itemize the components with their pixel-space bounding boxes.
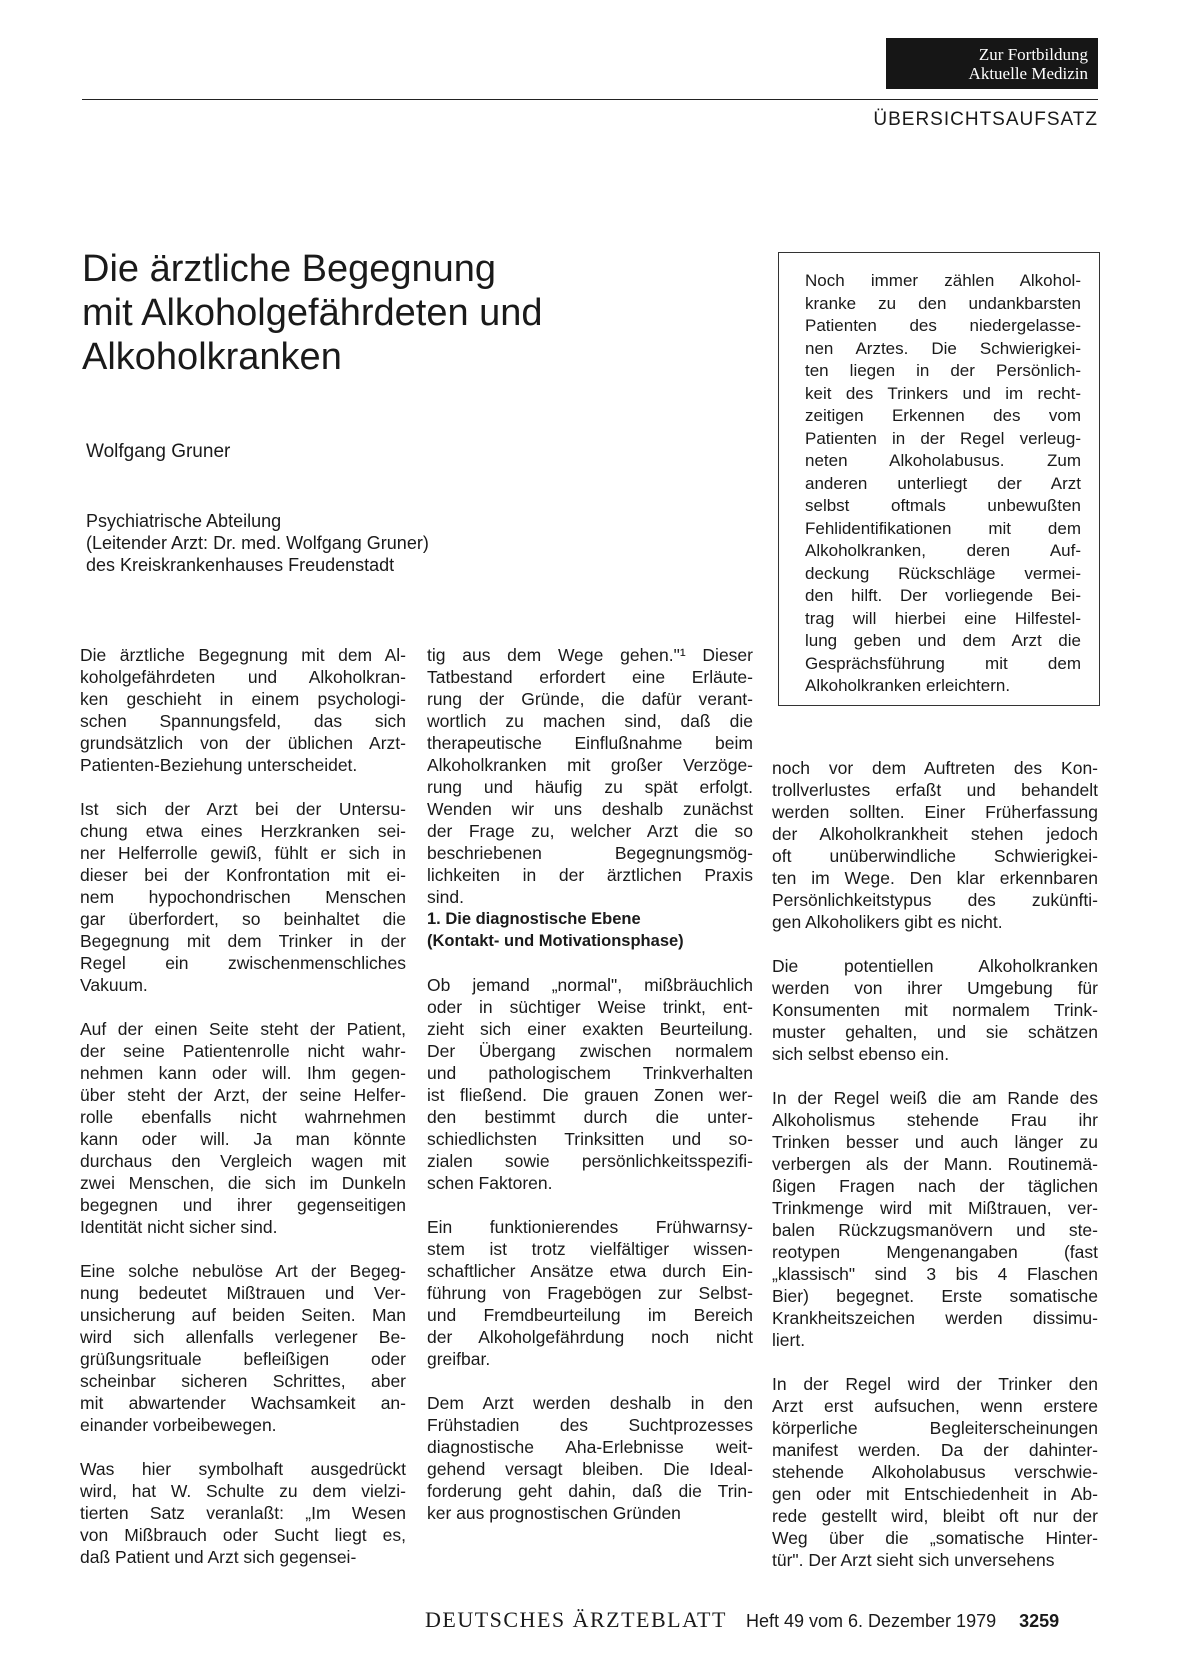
affiliation-line: Psychiatrische Abteilung [86, 511, 282, 531]
text-line: schiedlichsten Trinksitten und so- [427, 1129, 753, 1149]
text-column-3 [772, 757, 1098, 1571]
section-heading [427, 908, 753, 952]
text-line: schen Faktoren. [427, 1173, 553, 1193]
text-line: sich selbst ebenso ein. [772, 1044, 950, 1064]
heading-line: 1. Die diagnostische Ebene [427, 910, 641, 928]
paragraph [427, 644, 753, 908]
paragraph [80, 1260, 406, 1436]
text-line: und pathologischem Trinkverhalten [427, 1063, 753, 1083]
text-line: schaftlicher Ansätze etwa durch Ein- [427, 1261, 753, 1281]
text-line: Auf der einen Seite steht der Patient, [80, 1019, 406, 1039]
text-line: Trinken besser und auch länger zu [772, 1132, 1098, 1152]
text-line: manifest werden. Da der dahinter- [772, 1440, 1098, 1460]
abstract-line: kranke zu den undankbarsten [805, 293, 1081, 313]
text-line: Patienten-Beziehung unterscheidet. [80, 755, 358, 775]
abstract-line: lung geben und dem Arzt die [805, 631, 1081, 650]
text-line: In der Regel wird der Trinker den [772, 1374, 1098, 1394]
text-line: trollverlustes erfaßt und behandelt [772, 780, 1098, 800]
text-line: Identität nicht sicher sind. [80, 1217, 278, 1237]
text-line: chung etwa eines Herzkranken sei- [80, 821, 406, 841]
paragraph [772, 1373, 1098, 1571]
text-line: balen Rückzugsmanövern und ste- [772, 1220, 1098, 1240]
text-line: noch vor dem Auftreten des Kon- [772, 758, 1098, 778]
paragraph [772, 757, 1098, 933]
text-line: schen Spannungsfeld, das sich [80, 711, 406, 731]
text-line: tig aus dem Wege gehen."¹ Dieser [427, 645, 753, 665]
abstract-line: selbst oftmals unbewußten [805, 496, 1081, 515]
text-line: Begegnung mit dem Trinker in der [80, 931, 406, 951]
abstract-line: Noch immer zählen Alkohol- [805, 271, 1081, 290]
text-line: sind. [427, 887, 464, 907]
text-line: Alkoholismus stehende Frau ihr [772, 1110, 1098, 1130]
abstract-line: neten Alkoholabusus. Zum [805, 451, 1081, 470]
text-line: zwei Menschen, die sich im Dunkeln [80, 1173, 406, 1193]
text-line: ist fließend. Die grauen Zonen wer- [427, 1085, 753, 1105]
abstract-line: Patienten in der Regel verleug- [805, 428, 1081, 448]
badge-line-2: Aktuelle Medizin [968, 64, 1088, 83]
abstract-line: den hilft. Der vorliegende Bei- [805, 586, 1081, 605]
text-line: durchaus den Vergleich wagen mit [80, 1151, 406, 1171]
text-line: stem ist trotz vielfältiger wissen- [427, 1239, 753, 1259]
journal-name: DEUTSCHES ÄRZTEBLATT [425, 1607, 727, 1632]
text-line: werden von ihrer Umgebung für [772, 978, 1098, 998]
text-line: wird sich allenfalls verlegener Be- [80, 1327, 406, 1347]
text-line: tür". Der Arzt sieht sich unversehens [772, 1550, 1055, 1570]
text-line: wortlich zu machen sind, daß die [427, 711, 753, 731]
text-line: Persönlichkeitstypus des zukünfti- [772, 890, 1098, 910]
text-line: scheinbar sicheren Schrittes, aber [80, 1371, 406, 1391]
affiliation-line: des Kreiskrankenhauses Freudenstadt [86, 555, 395, 575]
text-line: rung und häufig zu spät erfolgt. [427, 777, 753, 797]
text-line: verbergen als der Mann. Routinemä- [772, 1154, 1098, 1174]
text-line: unsicherung auf beiden Seiten. Man [80, 1305, 406, 1325]
text-line: mit abwartender Wachsamkeit an- [80, 1393, 406, 1413]
text-line: greifbar. [427, 1349, 491, 1369]
text-line: gen Alkoholikers gibt es nicht. [772, 912, 1003, 932]
text-line: nem hypochondrischen Menschen [80, 887, 406, 907]
text-line: Konsumenten mit normalem Trink- [772, 1000, 1098, 1020]
text-line: beschriebenen Begegnungsmög- [427, 843, 753, 863]
text-line: ker aus prognostischen Gründen [427, 1503, 681, 1523]
text-line: Die potentiellen Alkoholkranken [772, 956, 1098, 976]
abstract-line: Gesprächsführung mit dem [805, 653, 1081, 673]
text-line: von Mißbrauch oder Sucht liegt es, [80, 1525, 406, 1545]
text-line: den bestimmt durch die unter- [427, 1107, 753, 1127]
text-line: der Frage zu, welcher Arzt die so [427, 821, 753, 841]
text-line: Die ärztliche Begegnung mit dem Al- [80, 645, 406, 665]
paragraph [80, 644, 406, 776]
text-line: lichkeiten in der ärztlichen Praxis [427, 865, 753, 885]
text-line: rede gestellt wird, bleibt oft nur der [772, 1506, 1098, 1526]
abstract-line: keit des Trinkers und im recht- [805, 383, 1081, 403]
section-label: ÜBERSICHTSAUFSATZ [873, 109, 1098, 130]
text-line: „klassisch" sind 3 bis 4 Flaschen [772, 1264, 1098, 1284]
page-footer [425, 1607, 1059, 1633]
text-line: reotypen Mengenangaben (fast [772, 1242, 1098, 1262]
text-line: oder in süchtiger Weise trinkt, ent- [427, 997, 753, 1017]
paragraph [80, 1458, 406, 1568]
badge-line-1: Zur Fortbildung [978, 45, 1088, 64]
text-line: rolle ebenfalls nicht wahrnehmen [80, 1107, 406, 1127]
text-line: dieser bei der Konfrontation mit ei- [80, 865, 406, 885]
text-line: oft unüberwindliche Schwierigkei- [772, 846, 1098, 866]
text-line: zialen sowie persönlichkeitsspezifi- [427, 1151, 753, 1171]
abstract-line: Alkoholkranken, deren Auf- [805, 541, 1081, 560]
text-line: der Alkoholgefährdung noch nicht [427, 1327, 753, 1347]
title-line: Die ärztliche Begegnung [82, 248, 497, 290]
text-line: ken geschieht in einem psychologi- [80, 689, 406, 709]
header-rule [82, 99, 1098, 100]
text-line: begegnen und ihrer gegenseitigen [80, 1195, 406, 1215]
text-line: Krankheitszeichen werden dissimu- [772, 1308, 1098, 1328]
text-line: gehend versagt bleiben. Die Ideal- [427, 1459, 753, 1479]
text-line: grüßungsrituale befleißigen oder [80, 1349, 406, 1369]
paragraph [80, 1018, 406, 1238]
affiliation [86, 510, 429, 576]
text-line: therapeutische Einflußnahme beim [427, 733, 753, 753]
text-line: der Alkoholkrankheit stehen jedoch [772, 824, 1098, 844]
title-line: mit Alkoholgefährdeten und [82, 292, 543, 334]
text-line: Ist sich der Arzt bei der Untersu- [80, 799, 406, 819]
text-line: grundsätzlich von der üblichen Arzt- [80, 733, 406, 753]
text-line: körperliche Begleiterscheinungen [772, 1418, 1098, 1438]
abstract-line: Fehlidentifikationen mit dem [805, 518, 1081, 538]
abstract-line: zeitigen Erkennen des vom [805, 406, 1081, 425]
text-line: rung der Gründe, die dafür verant- [427, 689, 753, 709]
text-line: nehmen kann oder will. Ihm gegen- [80, 1063, 406, 1083]
abstract-line: anderen unterliegt der Arzt [805, 473, 1081, 493]
text-line: zieht sich einer exakten Beurteilung. [427, 1019, 753, 1039]
affiliation-line: (Leitender Arzt: Dr. med. Wolfgang Gruner) [86, 533, 429, 553]
text-line: Eine solche nebulöse Art der Begeg- [80, 1261, 406, 1281]
text-line: Ein funktionierendes Frühwarnsy- [427, 1217, 753, 1237]
text-line: Alkoholkranken mit großer Verzöge- [427, 755, 753, 775]
paragraph [80, 798, 406, 996]
abstract-line: deckung Rückschläge vermei- [805, 563, 1081, 583]
paragraph [427, 1392, 753, 1524]
text-line: Was hier symbolhaft ausgedrückt [80, 1459, 406, 1479]
paragraph [427, 1216, 753, 1370]
text-line: Dem Arzt werden deshalb in den [427, 1393, 753, 1413]
text-line: stehende Alkoholabusus verschwie- [772, 1462, 1098, 1482]
text-line: In der Regel weiß die am Rande des [772, 1088, 1098, 1108]
page-number: 3259 [1019, 1611, 1060, 1631]
text-line: ten im Wege. Den klar erkennbaren [772, 868, 1098, 888]
text-line: wird, hat W. Schulte zu dem vielzi- [80, 1481, 406, 1501]
abstract-line: nen Arztes. Die Schwierigkei- [805, 338, 1081, 358]
text-column-1 [80, 644, 406, 1568]
text-line: daß Patient und Arzt sich gegensei- [80, 1547, 357, 1567]
text-line: muster gehalten, und sie schätzen [772, 1022, 1098, 1042]
heading-line: (Kontakt- und Motivationsphase) [427, 932, 684, 950]
text-line: Der Übergang zwischen normalem [427, 1041, 753, 1061]
abstract-line: ten liegen in der Persönlich- [805, 361, 1081, 380]
text-line: Vakuum. [80, 975, 148, 995]
author-name: Wolfgang Gruner [86, 441, 231, 462]
text-line: ßigen Fragen nach der täglichen [772, 1176, 1098, 1196]
text-line: Frühstadien des Suchtprozesses [427, 1415, 753, 1435]
text-line: forderung geht dahin, daß die Trin- [427, 1481, 753, 1501]
article-title [82, 247, 642, 379]
text-line: und Fremdbeurteilung im Bereich [427, 1305, 753, 1325]
text-line: einander vorbeibewegen. [80, 1415, 277, 1435]
issue-info: Heft 49 vom 6. Dezember 1979 [745, 1611, 997, 1631]
text-line: Regel ein zwischenmenschliches [80, 953, 406, 973]
text-line: nung bedeutet Mißtrauen und Ver- [80, 1283, 406, 1303]
text-line: diagnostische Aha-Erlebnisse weit- [427, 1437, 753, 1457]
text-line: Weg über die „somatische Hinter- [772, 1528, 1098, 1548]
text-line: Tatbestand erfordert eine Erläute- [427, 667, 753, 687]
text-line: der seine Patientenrolle nicht wahr- [80, 1041, 406, 1061]
text-line: Arzt erst aufsuchen, wenn erstere [772, 1396, 1098, 1416]
text-line: gen oder mit Entschiedenheit in Ab- [772, 1484, 1098, 1504]
text-line: Bier) begegnet. Erste somatische [772, 1286, 1098, 1306]
text-line: ner Helferrolle gewiß, fühlt er sich in [80, 843, 406, 863]
abstract-line: Patienten des niedergelasse- [805, 316, 1081, 335]
text-line: Trinkmenge wird mit Mißtrauen, ver- [772, 1198, 1098, 1218]
paragraph [427, 974, 753, 1194]
text-line: kann oder will. Ja man könnte [80, 1129, 406, 1149]
abstract-line: Alkoholkranken erleichtern. [805, 676, 1011, 695]
abstract-line: trag will hierbei eine Hilfestel- [805, 608, 1081, 628]
text-line: Wenden wir uns deshalb zunächst [427, 799, 753, 819]
text-line: liert. [772, 1330, 806, 1350]
abstract-box [778, 252, 1100, 706]
text-line: Ob jemand „normal", mißbräuchlich [427, 975, 753, 995]
text-line: tierten Satz veranlaßt: „Im Wesen [80, 1503, 406, 1523]
text-line: gar überfordert, so beinhaltet die [80, 909, 406, 929]
text-column-2 [427, 644, 753, 1524]
text-line: werden sollten. Einer Früherfassung [772, 802, 1098, 822]
paragraph [772, 955, 1098, 1065]
paragraph [772, 1087, 1098, 1351]
category-badge [886, 38, 1098, 89]
title-line: Alkoholkranken [82, 336, 342, 378]
text-line: über steht der Arzt, der seine Helfer- [80, 1085, 406, 1105]
text-line: führung von Fragebögen zur Selbst- [427, 1283, 753, 1303]
text-line: koholgefährdeten und Alkoholkran- [80, 667, 406, 687]
